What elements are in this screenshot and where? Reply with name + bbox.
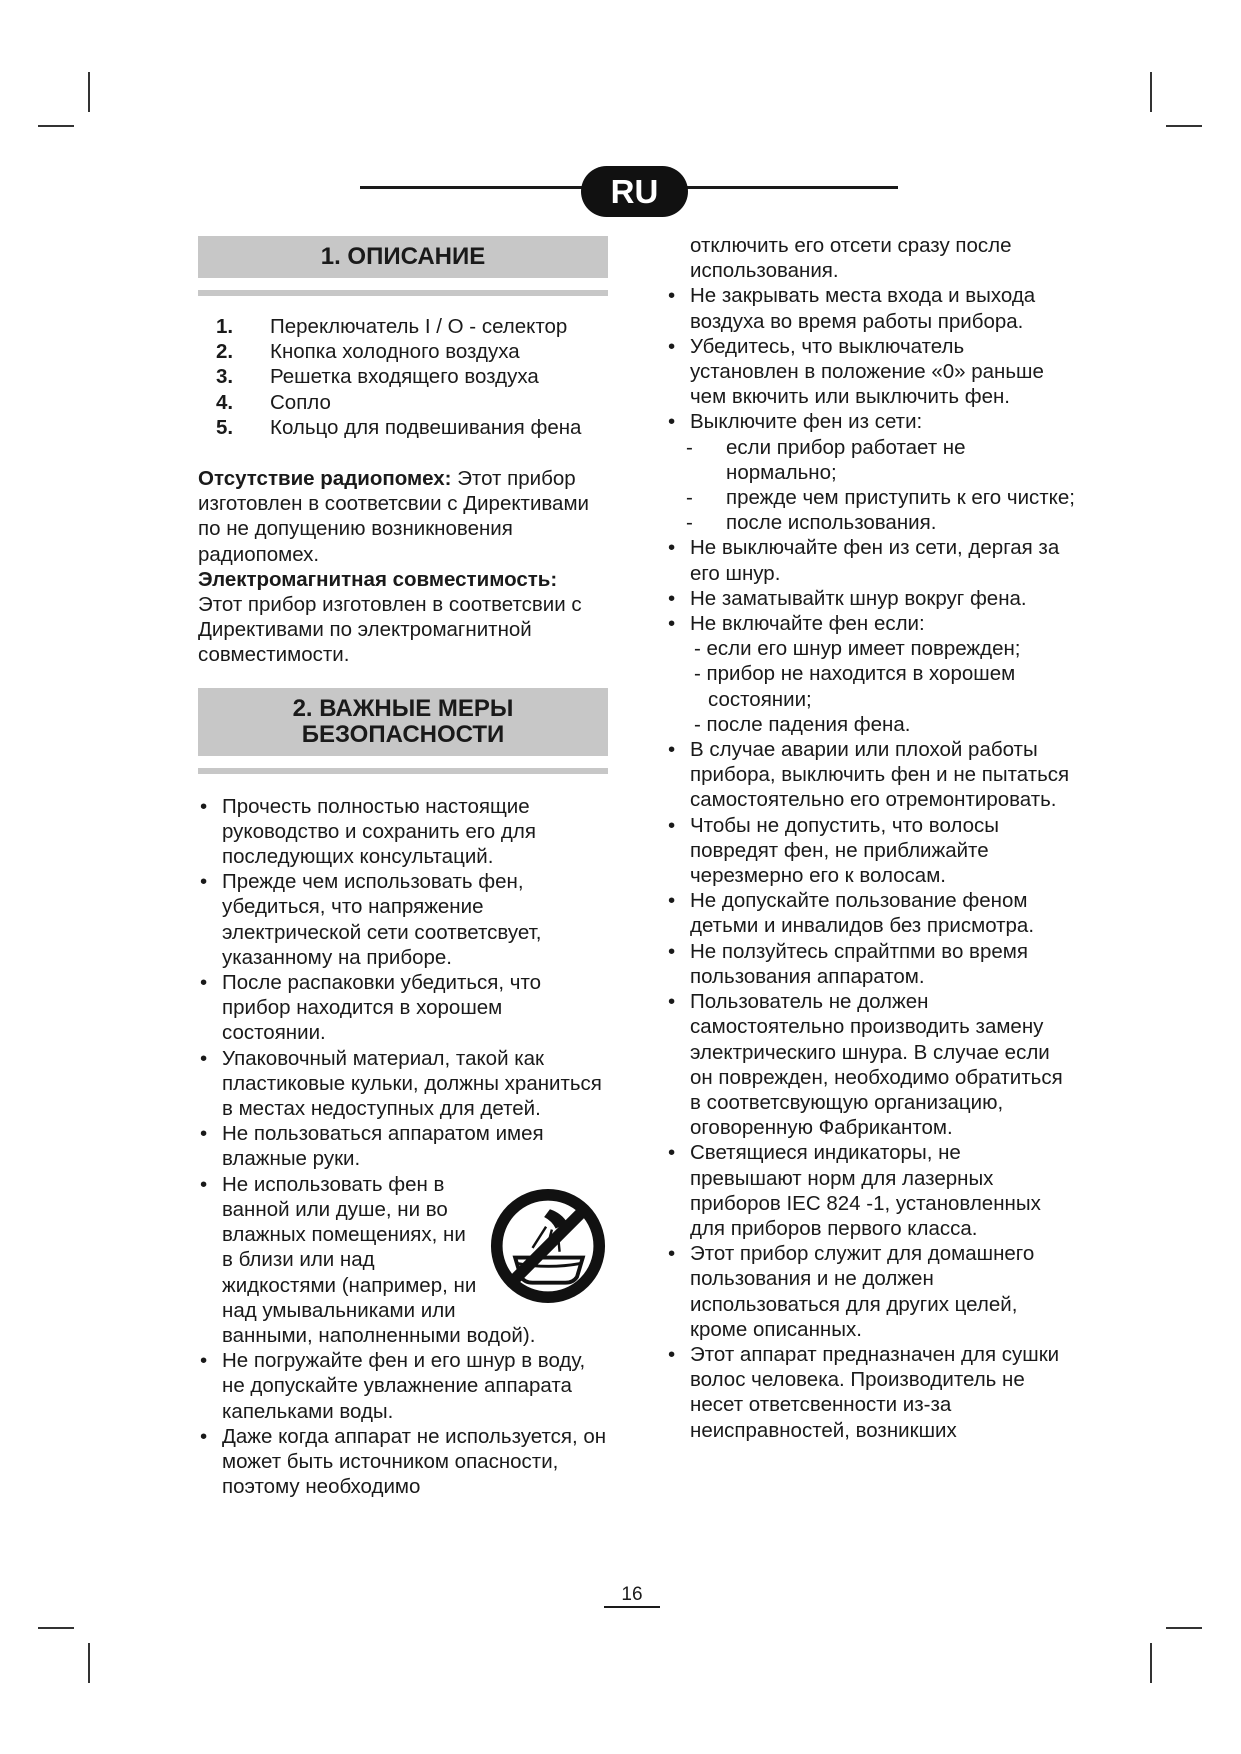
list-item: • Не ползуйтесь спрайтпми во время пользования аппаратом. [666,939,1076,989]
item-text: Кольцо для подвешивания фена [270,415,582,439]
list-item: • Убедитесь, что выключатель установлен в положение «0» раньше чем вкючить или выключить фен. [666,334,1076,410]
section-2-title-line-1: 2. ВАЖНЫЕ МЕРЫ [292,694,514,722]
list-item: • Прочесть полностью настоящие руководство и сохранить его для последующих консультаций. [198,794,608,870]
crop-mark [1166,1627,1202,1629]
crop-mark [88,1643,90,1683]
page-number: 16 [604,1584,660,1608]
safety-list-right-a [666,283,1076,434]
list-item: • Выключите фен из сети: [666,409,1076,434]
crop-mark [1150,72,1152,112]
section-1-title: 1. ОПИСАНИЕ [198,236,608,278]
list-item: • После распаковки убедиться, что прибор находится в хорошем состоянии. [198,970,608,1046]
list-item-with-icon [198,1172,608,1348]
item-number: 2. [216,340,234,364]
radio-interference-text: Этот прибор изготовлен в соответсвии с Директивами по не допущению возникновения радиопомех. [198,467,590,566]
header-rule-right [680,186,898,189]
language-badge: RU [581,166,688,217]
section-2-title [198,688,608,756]
sub-item: - если его шнур имеет поврежден; [694,637,1021,661]
list-item: • Не допускайте пользование феном детьми и инвалидов без присмотра. [666,888,1076,938]
sub-item: - если прибор работает не нормально; [684,435,1076,485]
emc-label: Электромагнитная совместимость: [198,567,558,591]
item-text: Решетка входящего воздуха [270,365,539,389]
item-text: Кнопка холодного воздуха [270,340,520,364]
safety-list-left [198,794,608,1500]
parts-list-item [198,314,608,339]
list-item-text: Не использовать фен в ванной или душе, ни во влажных помещениях, ни в близи или над жидкостями (например, ни над умывальниками или ванными, наполненными водой). [222,1172,536,1347]
list-item: • Светящиеся индикаторы, не превышают норм для лазерных приборов IEC 824 -1, установленных для приборов первого класса. [666,1140,1076,1241]
emc-text: Этот прибор изготовлен в соответсвии с Директивами по электромагнитной совместимости. [198,593,582,667]
list-item: • Даже когда аппарат не используется, он может быть источником опасности, поэтому необходимо [198,1424,608,1500]
unplug-sublist [684,435,1076,536]
item-number: 4. [216,390,234,414]
item-number: 5. [216,415,234,439]
crop-mark [38,1627,74,1629]
radio-interference-paragraph [198,466,608,567]
left-column [198,236,608,1499]
no-switch-sublist [688,636,1076,737]
parts-list-item [198,390,608,415]
parts-list-item [198,415,608,440]
list-item: • Прежде чем использовать фен, убедиться, что напряжение электрической сети соответсвует, указанному на приборе. [198,869,608,970]
section-2-rule [198,768,608,774]
list-item: • Не выключайте фен из сети, дергая за его шнур. [666,535,1076,585]
sub-item: - после падения фена. [694,712,911,736]
section-2-title-line-2: БЕЗОПАСНОСТИ [301,720,505,748]
crop-mark [88,72,90,112]
sub-item: - прибор не находится в хорошем состоянии; [694,662,1016,711]
list-item: • Не включайте фен если: [666,611,1076,636]
radio-interference-label: Отсутствие радиопомех: [198,467,452,491]
list-item: • Не погружайте фен и его шнур в воду, не допускайте увлажнение аппарата капельками воды. [198,1348,608,1424]
no-shower-icon [490,1188,606,1304]
list-item: • Упаковочный материал, такой как пластиковые кульки, должны храниться в местах недоступных для детей. [198,1046,608,1122]
list-item: • Этот прибор служит для домашнего пользования и не должен использоваться для других целей, кроме описанных. [666,1241,1076,1342]
safety-list-right-c [666,737,1076,1443]
list-item: • Не закрывать места входа и выхода воздуха во время работы прибора. [666,283,1076,333]
emc-paragraph [198,567,608,668]
parts-list-item [198,339,608,364]
parts-list [198,314,608,440]
header-rule-left [360,186,590,189]
list-item: • Этот аппарат предназначен для сушки волос человека. Производитель не несет ответсвенности из-за неисправностей, возникших [666,1342,1076,1443]
list-item: • Пользователь не должен самостоятельно производить замену электрическиго шнура. В случае если он поврежден, необходимо обратиться в соответсвующую организацию, оговоренную Фабрикантом. [666,989,1076,1140]
sub-item: - прежде чем приступить к его чистке; [684,485,1076,510]
list-item: • Не заматывайтк шнур вокруг фена. [666,586,1076,611]
continuation-text: отключить его отсети сразу после использования. [690,234,1012,283]
parts-list-item [198,364,608,389]
crop-mark [38,125,74,127]
list-item: • Чтобы не допустить, что волосы повредят фен, не приближайте черезмерно его к волосам. [666,813,1076,889]
item-text: Переключатель I / O - селектор [270,315,568,338]
section-1-rule [198,290,608,296]
safety-list-right-b [666,535,1076,636]
item-number: 1. [216,315,234,338]
right-column [666,233,1076,1443]
item-number: 3. [216,365,234,389]
list-item: • Не пользоваться аппаратом имея влажные руки. [198,1121,608,1171]
item-text: Сопло [270,390,331,414]
list-item: • В случае аварии или плохой работы прибора, выключить фен и не пытаться самостоятельно его отремонтировать. [666,737,1076,813]
crop-mark [1166,125,1202,127]
crop-mark [1150,1643,1152,1683]
sub-item: - после использования. [684,510,1076,535]
